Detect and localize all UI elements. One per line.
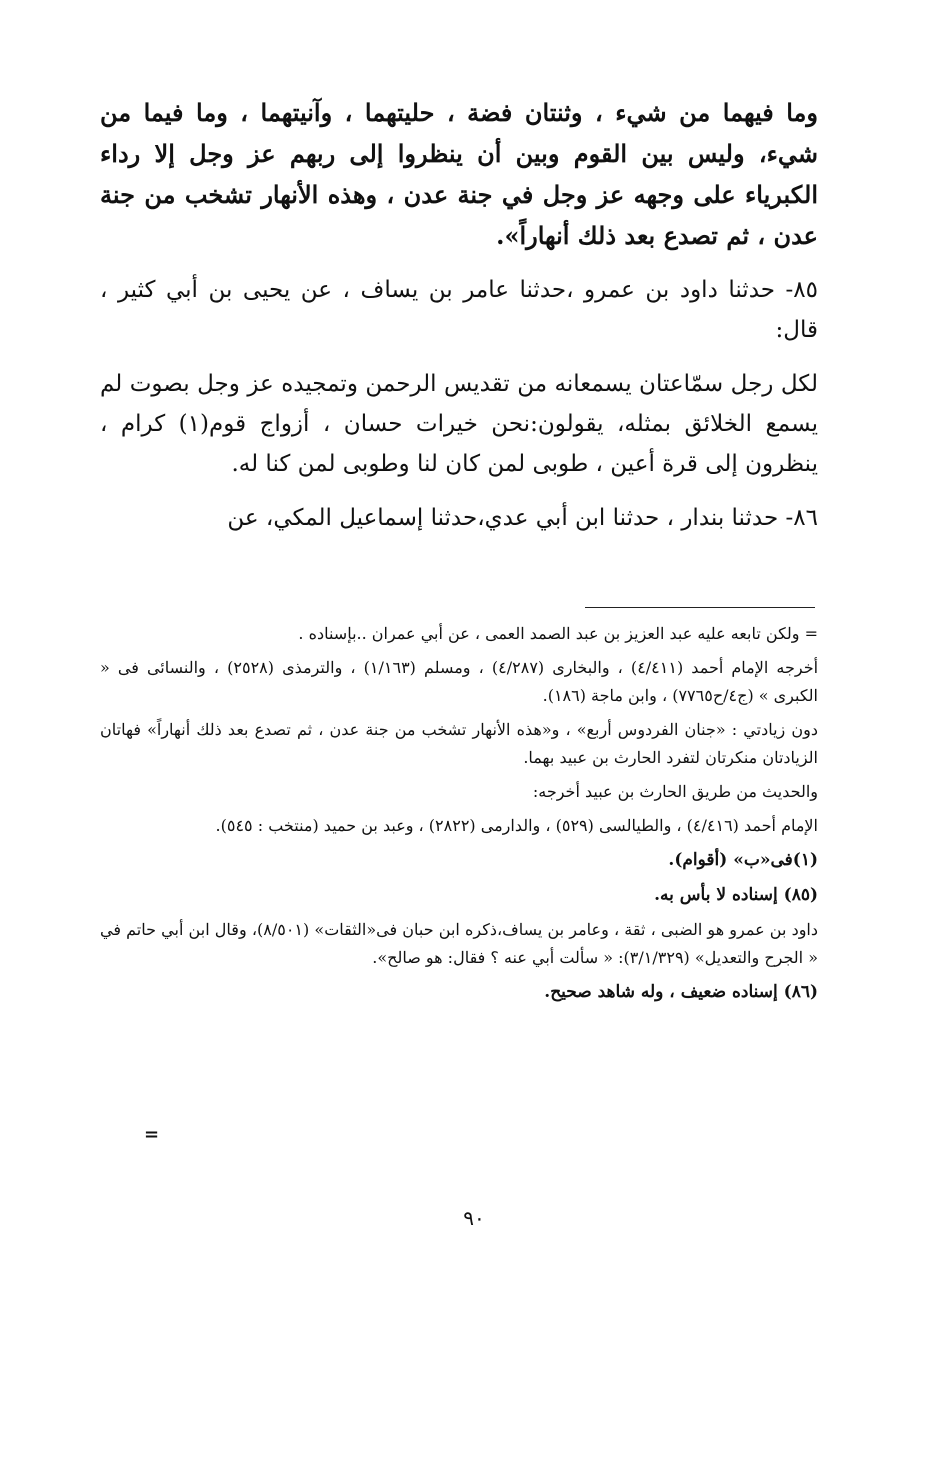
main-text bbox=[100, 92, 818, 538]
footnote-additions: دون زيادتي : «جنان الفردوس أربع» ، و«هذه الأنهار تشخب من جنة عدن ، ثم تصدع بعد ذلك أنهاراً» فهاتان الزيادتان منكرتان لتفرد الحارث بن عبيد بهما. bbox=[100, 720, 818, 767]
footnote-continuation: = ولكن تابعه عليه عبد العزيز بن عبد الصمد العمى ، عن أبي عمران ..بإسناده . bbox=[298, 624, 818, 643]
footnote-86-grade: (٨٦) إسناده ضعيف ، وله شاهد صحيح. bbox=[544, 982, 818, 1002]
hadith-85-isnad: ٨٥- حدثنا داود بن عمرو ،حدثنا عامر بن يساف ، عن يحيى بن أبي كثير ، قال: bbox=[100, 277, 818, 343]
continuation-mark: = bbox=[144, 1124, 160, 1145]
hadith-85-text: لكل رجل سمّاعتان يسمعانه من تقديس الرحمن وتمجيده عز وجل بصوت لم يسمع الخلائق بمثله، يقولون:نحن خيرات حسان ، أزواج قوم(١) كرام ، ينظرون إلى قرة أعين ، طوبى لمن كان لنا وطوبى لمن كنا له. bbox=[100, 371, 818, 477]
footnote-harith-sources: الإمام أحمد (٤/٤١٦) ، والطيالسى (٥٢٩) ، والدارمى (٢٨٢٢) ، وعبد بن حميد (منتخب : ٥٤٥). bbox=[215, 816, 818, 835]
footnotes bbox=[100, 620, 818, 1013]
footnote-harith-route: والحديث من طريق الحارث بن عبيد أخرجه: bbox=[532, 782, 818, 801]
footnote-takhrij: أخرجه الإمام أحمد (٤/٤١١) ، والبخارى (٤/٢٨٧) ، ومسلم (١/١٦٣) ، والترمذى (٢٥٢٨) ، والنسائى فى « الكبرى » (ج٤/ح٧٧٦٥) ، وابن ماجة (١٨٦). bbox=[100, 658, 819, 705]
footnote-divider bbox=[585, 607, 815, 608]
page-number: ٩٠ bbox=[463, 1206, 485, 1230]
hadith-84-ending: وما فيهما من شيء ، وثنتان فضة ، حليتهما ، وآنيتهما ، وما فيما من شيء، وليس بين القوم وبين أن ينظروا إلى ربهم عز وجل إلا رداء الكبرياء على وجهه عز وجل في جنة عدن ، وهذه الأنهار تشخب من جنة عدن ، ثم تصدع بعد ذلك أنهاراً». bbox=[100, 98, 818, 250]
footnote-1: (١)فى«ب» (أقوام). bbox=[668, 850, 818, 870]
hadith-86-isnad: ٨٦- حدثنا بندار ، حدثنا ابن أبي عدي،حدثنا إسماعيل المكي، عن bbox=[227, 505, 818, 531]
footnote-85-grade: (٨٥) إسناده لا بأس به. bbox=[654, 885, 818, 905]
footnote-85-narrators: داود بن عمرو هو الضبى ، ثقة ، وعامر بن يساف،ذكره ابن حبان فى«الثقات» (٨/٥٠١)، وقال ابن أبي حاتم في « الجرح والتعديل» (٣/١/٣٢٩): « سألت أبي عنه ؟ فقال: هو صالح». bbox=[100, 920, 819, 967]
